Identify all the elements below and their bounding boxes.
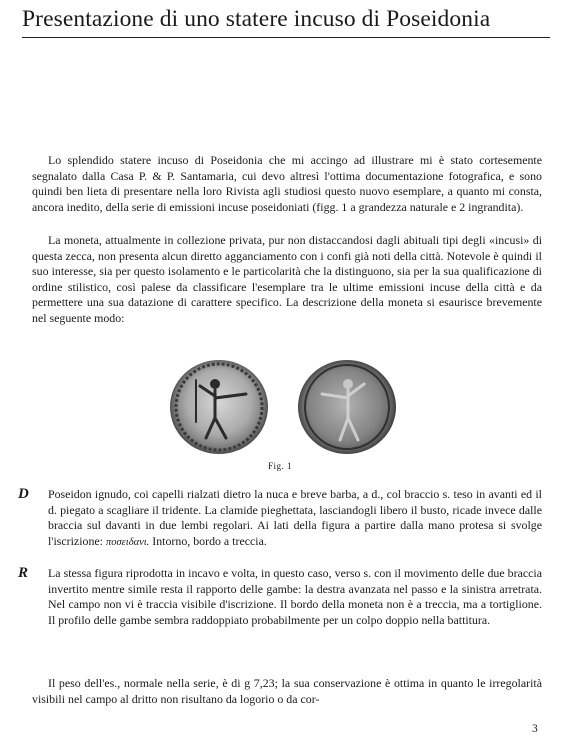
greek-inscription: ποσειδανι.: [105, 536, 150, 548]
page-title: Presentazione di uno statere incuso di Poseidonia: [22, 6, 491, 32]
reverse-text: La stessa figura riprodotta in incavo e volta, in questo caso, verso s. con il movimento delle due braccia invertito mentre simile resta il rapporto delle gambe: la destra avanzata nel passo e la sinistra arretrata. Nel campo non vi è traccia visibile d'iscrizione. Il bordo della moneta non è a treccia, ma a tortiglione. Il profilo delle gambe sembra raddoppiato probabilmente per un colpo doppio nella battitura.: [48, 566, 542, 627]
coin-obverse-image: [170, 360, 268, 454]
paragraph-3: Il peso dell'es., normale nella serie, è di g 7,23; la sua conservazione è ottima in quanto le irregolarità visibili nel campo al dritto non risultano da logorio o da cor-: [32, 676, 542, 706]
context-paragraph: [32, 233, 542, 326]
paragraph-1: Lo splendido statere incuso di Poseidonia che mi accingo ad illustrare mi è stato cortesemente segnalato dalla Casa P. & P. Santamaria, cui devo altresì l'ottima documentazione fotografica, e sono quindi ben lieta di presentare nella loro Rivista agli studiosi questo nuovo esemplare, a quanto mi consta, ancora inedito, della serie di emissioni incuse poseidoniati (figg. 1 a grandezza naturale e 2 ingrandita).: [32, 153, 542, 214]
coin-reverse-image: [298, 360, 396, 454]
obverse-description: [18, 486, 542, 550]
closing-paragraph: [32, 676, 542, 707]
obverse-text-main: Poseidon ignudo, coi capelli rialzati dietro la nuca e breve barba, a d., col braccio s. teso in avanti ed il d. piegato a scagliare il tridente. La clamide pieghettata, lasciandogli libero il busto, ricade invece dalle braccia sul davanti in due lembi regolari. Ai lati della figura a partire dalla mano protesa si svolge l'iscrizione:: [48, 487, 542, 548]
coin-figure: [170, 360, 400, 470]
obverse-symbol: D: [18, 486, 29, 502]
title-rule: [22, 37, 550, 38]
obverse-text-end: Intorno, bordo a treccia.: [149, 533, 267, 548]
intro-paragraph: [32, 153, 542, 215]
obverse-text: [48, 487, 542, 550]
reverse-description: [18, 565, 542, 628]
paragraph-2: La moneta, attualmente in collezione privata, pur non distaccandosi dagli abituali tipi degli «incusi» di questa zecca, non presenta alcun diretto agganciamento con i confi già noti della città. Notevole è quindi il suo interesse, sia per questo isolamento e le particolarità che la distinguono, sia per la sua qualificazione di ordine stilistico, così palese da classificare l'esemplare tra le ultime emissioni incuse della città e da permettere una sua datazione di carattere specifico. La descrizione della moneta si esaurisce brevemente nel seguente modo:: [32, 233, 542, 325]
page-number: 3: [532, 723, 538, 735]
figure-caption: Fig. 1: [268, 461, 293, 471]
reverse-symbol: R: [18, 565, 29, 581]
